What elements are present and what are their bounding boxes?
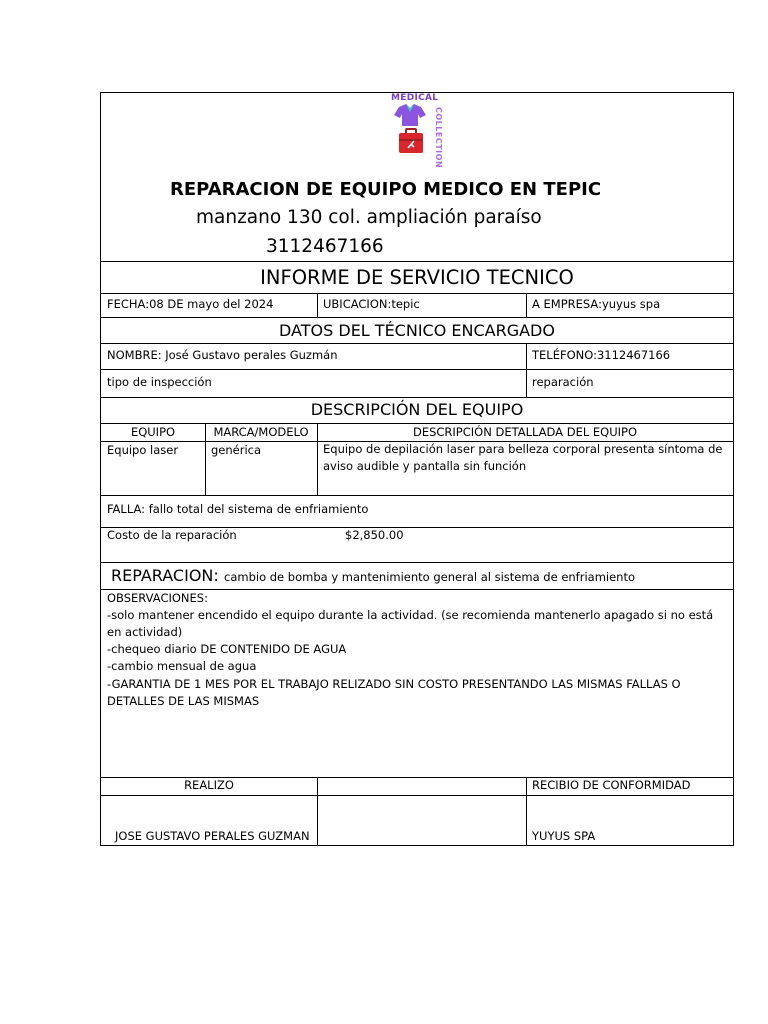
tech-phone: TELÉFONO:3112467166 — [532, 348, 671, 362]
ubicacion-field: UBICACION:tepic — [323, 297, 420, 311]
company-address: manzano 130 col. ampliación paraíso — [196, 207, 542, 228]
reparacion-text: cambio de bomba y mantenimiento general al sistema de enfriamiento — [224, 570, 636, 584]
observacion-item: -chequeo diario DE CONTENIDO DE AGUA — [107, 642, 347, 656]
empresa-field: A EMPRESA:yuyus spa — [532, 297, 661, 311]
observacion-item: -solo mantener encendido el equipo durante la actividad. (se recomienda mantenerlo apagado si no está en actividad) — [107, 608, 714, 639]
equipment-brand: genérica — [211, 443, 262, 457]
tech-name: NOMBRE: José Gustavo perales Guzmán — [107, 348, 338, 362]
medical-kit-icon — [398, 128, 424, 154]
equipment-header-marca: MARCA/MODELO — [213, 425, 309, 439]
equipment-name: Equipo laser — [107, 443, 179, 457]
realizo-label: REALIZO — [184, 778, 234, 792]
logo-top-text: MEDICAL — [391, 93, 439, 103]
costo-label: Costo de la reparación — [107, 528, 237, 542]
recibio-label: RECIBIO DE CONFORMIDAD — [532, 778, 691, 792]
inspection-type-label: tipo de inspección — [107, 375, 212, 389]
recibio-name: YUYUS SPA — [532, 829, 596, 843]
falla-field: FALLA: fallo total del sistema de enfriamiento — [107, 502, 369, 516]
equipment-header-equipo: EQUIPO — [130, 425, 176, 439]
logo-side-text: COLLECTION — [434, 107, 443, 169]
observaciones-title: OBSERVACIONES: — [107, 591, 208, 605]
company-phone: 3112467166 — [266, 236, 384, 257]
scrubs-icon — [393, 103, 427, 127]
inspection-type-value: reparación — [532, 375, 594, 389]
fecha-field: FECHA:08 DE mayo del 2024 — [107, 297, 274, 311]
equipment-section-title: DESCRIPCIÓN DEL EQUIPO — [310, 400, 524, 419]
service-report-document — [100, 92, 734, 846]
reparacion-label: REPARACION: — [111, 566, 219, 585]
equipment-description: Equipo de depilación laser para belleza corporal presenta síntoma de aviso audible y pantalla sin función — [323, 442, 723, 473]
tech-section-title: DATOS DEL TÉCNICO ENCARGADO — [279, 321, 555, 340]
medical-collection-logo — [391, 93, 447, 169]
costo-value: $2,850.00 — [345, 528, 404, 542]
observacion-item: -GARANTIA DE 1 MES POR EL TRABAJO RELIZADO SIN COSTO PRESENTANDO LAS MISMAS FALLAS O DETALLES DE LAS MISMAS — [107, 677, 681, 708]
realizo-name: JOSE GUSTAVO PERALES GUZMAN — [115, 829, 310, 843]
report-title: INFORME DE SERVICIO TECNICO — [260, 266, 574, 289]
observacion-item: -cambio mensual de agua — [107, 659, 257, 673]
company-title: REPARACION DE EQUIPO MEDICO EN TEPIC — [170, 179, 602, 200]
equipment-header-descripcion: DESCRIPCIÓN DETALLADA DEL EQUIPO — [412, 425, 638, 439]
